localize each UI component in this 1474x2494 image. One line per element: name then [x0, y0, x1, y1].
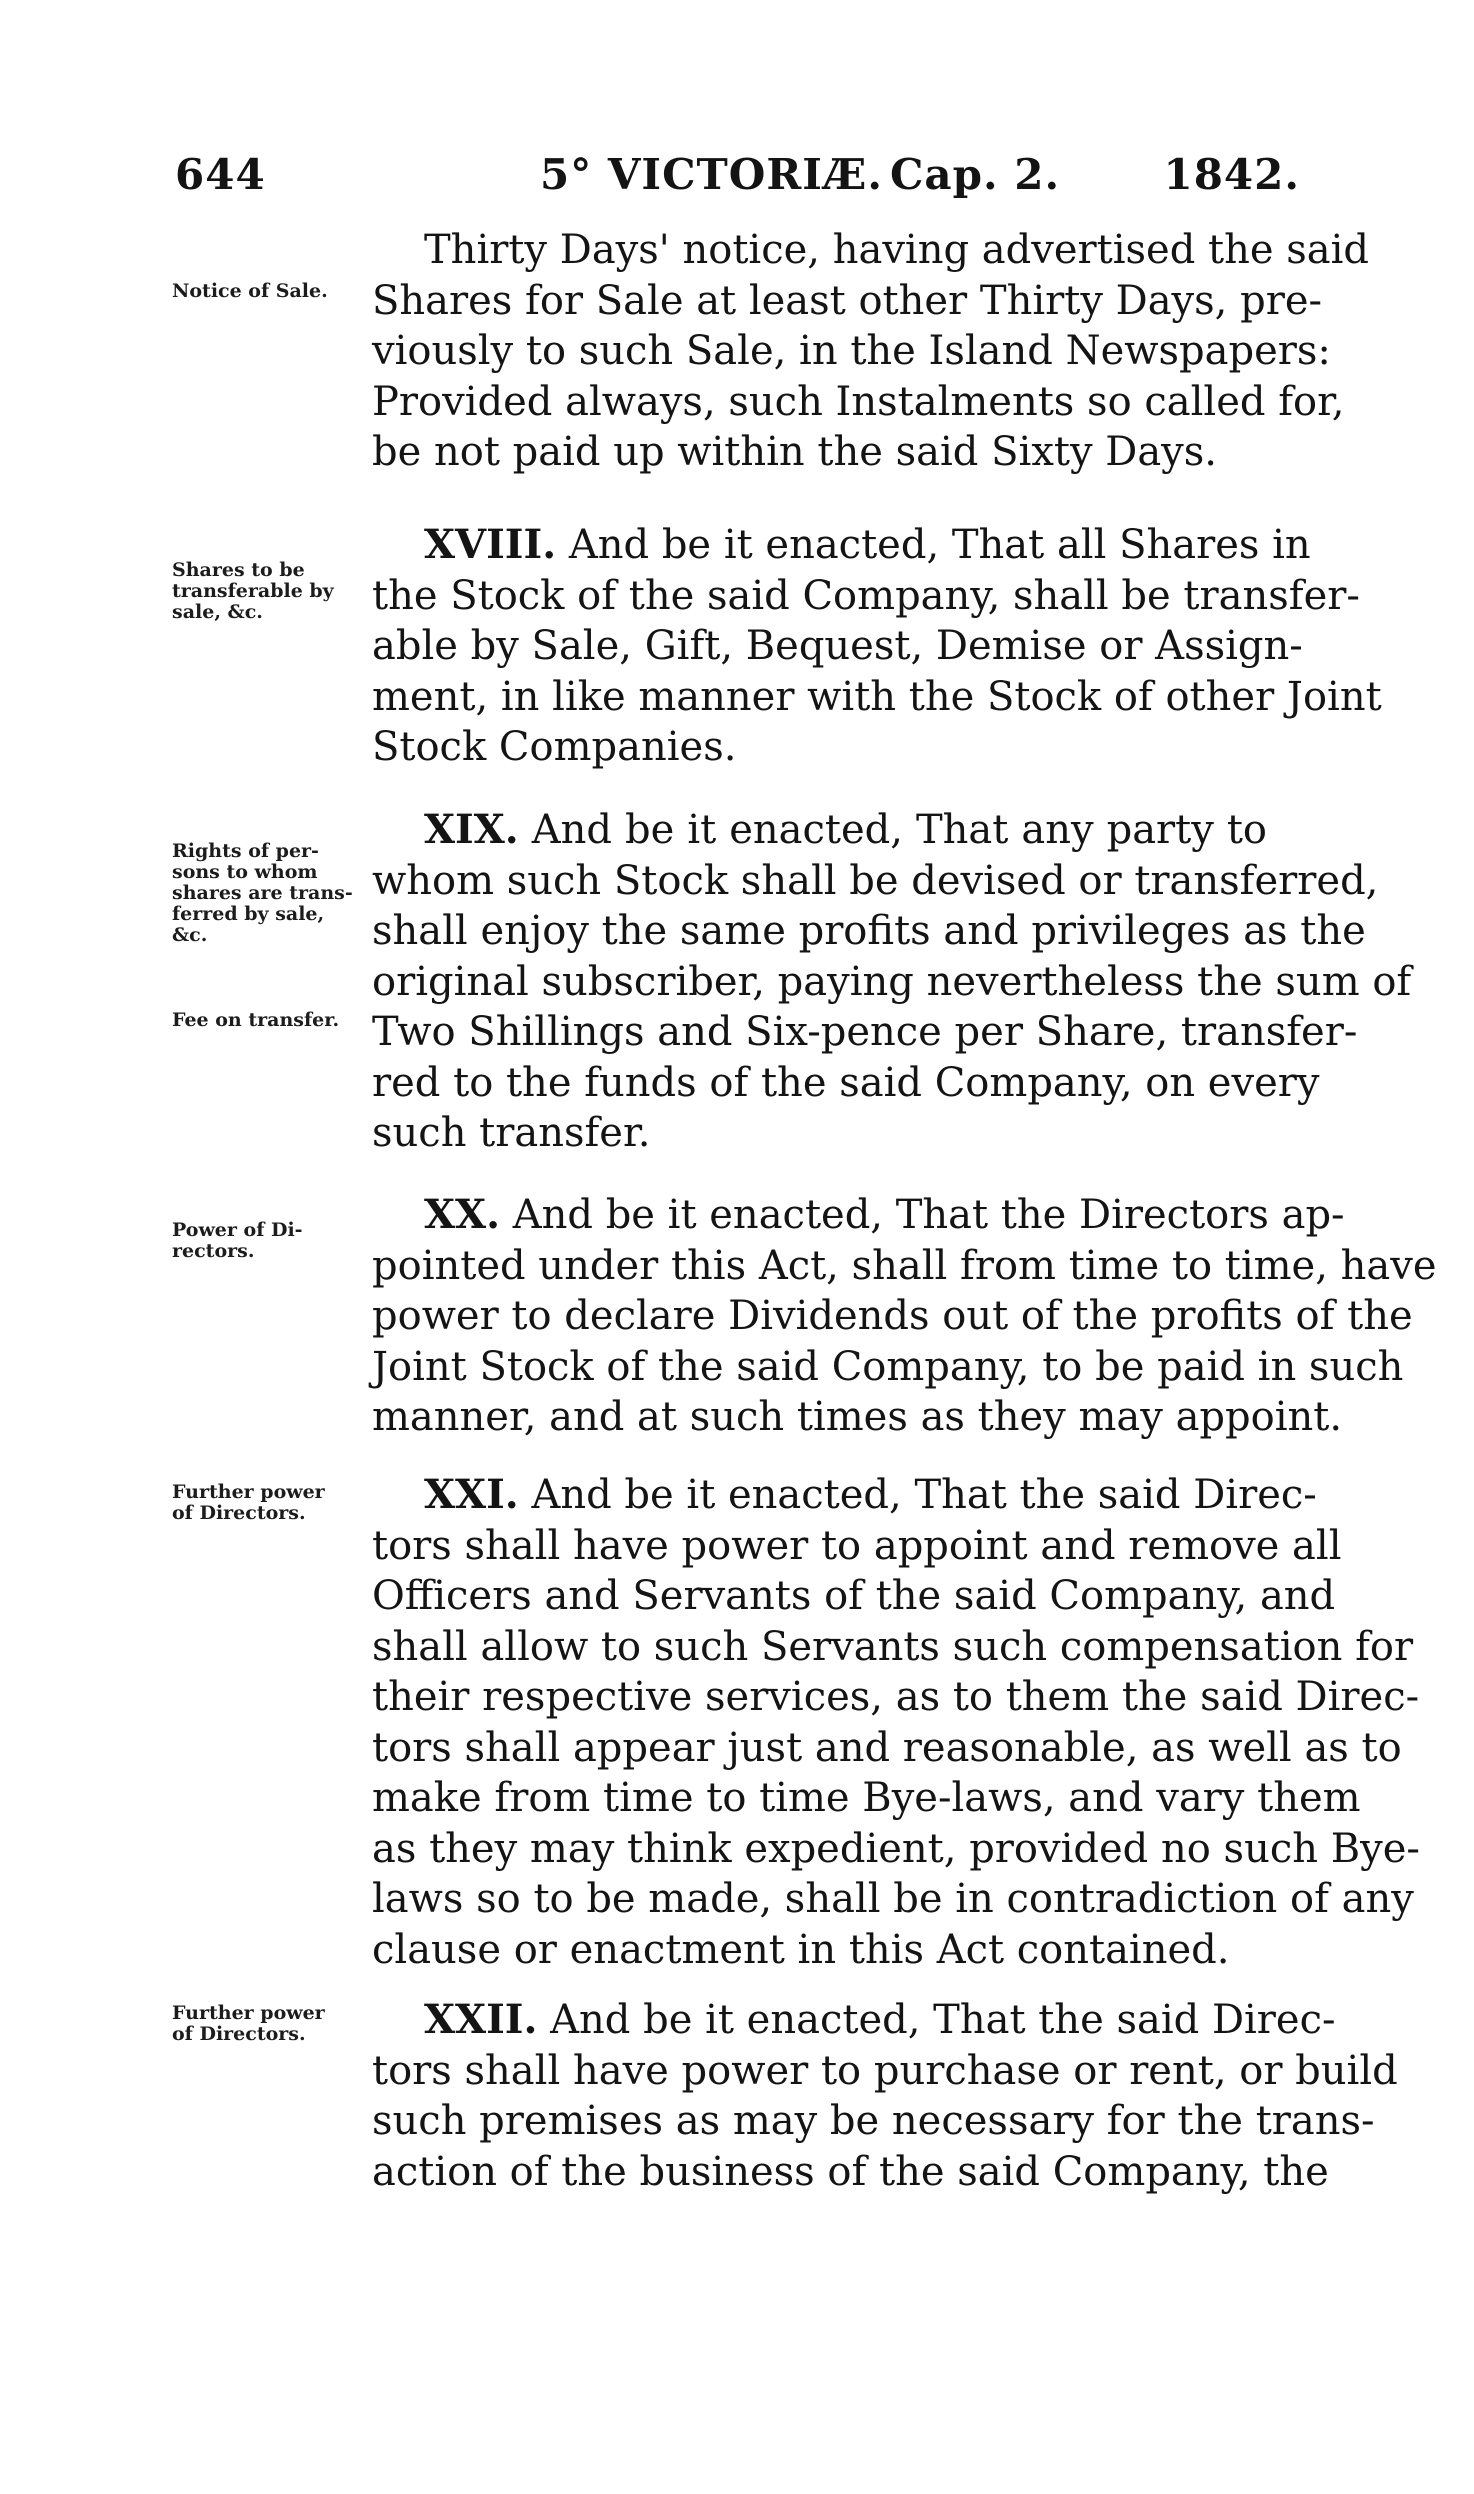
section-numeral: XXII.: [424, 1996, 538, 2043]
section-numeral: XX.: [424, 1191, 500, 1238]
section-body: XXI. And be it enacted, That the said Direc- tors shall have power to appoint and remove all Officers and Servants of the said Company, and shall allow to such Servants such compensation for their respective services, as to them the said Direc- tors shall appear just and reasonable, as well as to make from time to time Bye-laws, and vary them as they may think expedient, provided no such Bye- laws so to be made, shall be in contradiction of any clause or enactment in this Act contained.: [372, 1471, 1420, 1973]
section-body: XIX. And be it enacted, That any party to whom such Stock shall be devised or transferred, shall enjoy the same profits and privileges as the original subscriber, paying nevertheless the sum of Two Shillings and Six-pence per Share, transfer- red to the funds of the said Company, on every such transfer.: [372, 806, 1412, 1156]
margin-note: Further power of Directors.: [172, 1481, 325, 1524]
margin-note: Fee on transfer.: [172, 1009, 340, 1031]
page-number: 644: [175, 150, 266, 199]
section-body: XXII. And be it enacted, That the said Direc- tors shall have power to purchase or rent, or build such premises as may be necessary for the trans- action of the business of the said Company, the: [372, 1996, 1398, 2195]
section-numeral: XIX.: [424, 806, 519, 853]
margin-note: Shares to be transferable by sale, &c.: [172, 559, 334, 623]
margin-note: Power of Di- rectors.: [172, 1219, 303, 1262]
margin-note: Further power of Directors.: [172, 2002, 325, 2045]
chapter-number: Cap. 2.: [890, 150, 1061, 199]
statute-title: 5° VICTORIÆ.: [540, 150, 883, 199]
section-body: XX. And be it enacted, That the Directors ap- pointed under this Act, shall from time to time, have power to declare Dividends out of the profits of the Joint Stock of the said Company, to be paid in such manner, and at such times as they may appoint.: [372, 1191, 1437, 1440]
margin-note: Notice of Sale.: [172, 280, 328, 302]
year: 1842.: [1163, 150, 1300, 199]
section-numeral: XXI.: [424, 1471, 519, 1518]
section-body: Thirty Days' notice, having advertised the said Shares for Sale at least other Thirty Days, pre- viously to such Sale, in the Island Newspapers: Provided always, such Instalments so called for, be not paid up within the said Sixty Days.: [372, 227, 1370, 475]
running-header: [175, 150, 1300, 210]
section-numeral: XVIII.: [424, 521, 557, 568]
section-body: XVIII. And be it enacted, That all Shares in the Stock of the said Company, shall be transfer- able by Sale, Gift, Bequest, Demise or Assign- ment, in like manner with the Stock of other Joint Stock Companies.: [372, 521, 1382, 770]
margin-note: Rights of per- sons to whom shares are trans- ferred by sale, &c.: [172, 840, 353, 946]
